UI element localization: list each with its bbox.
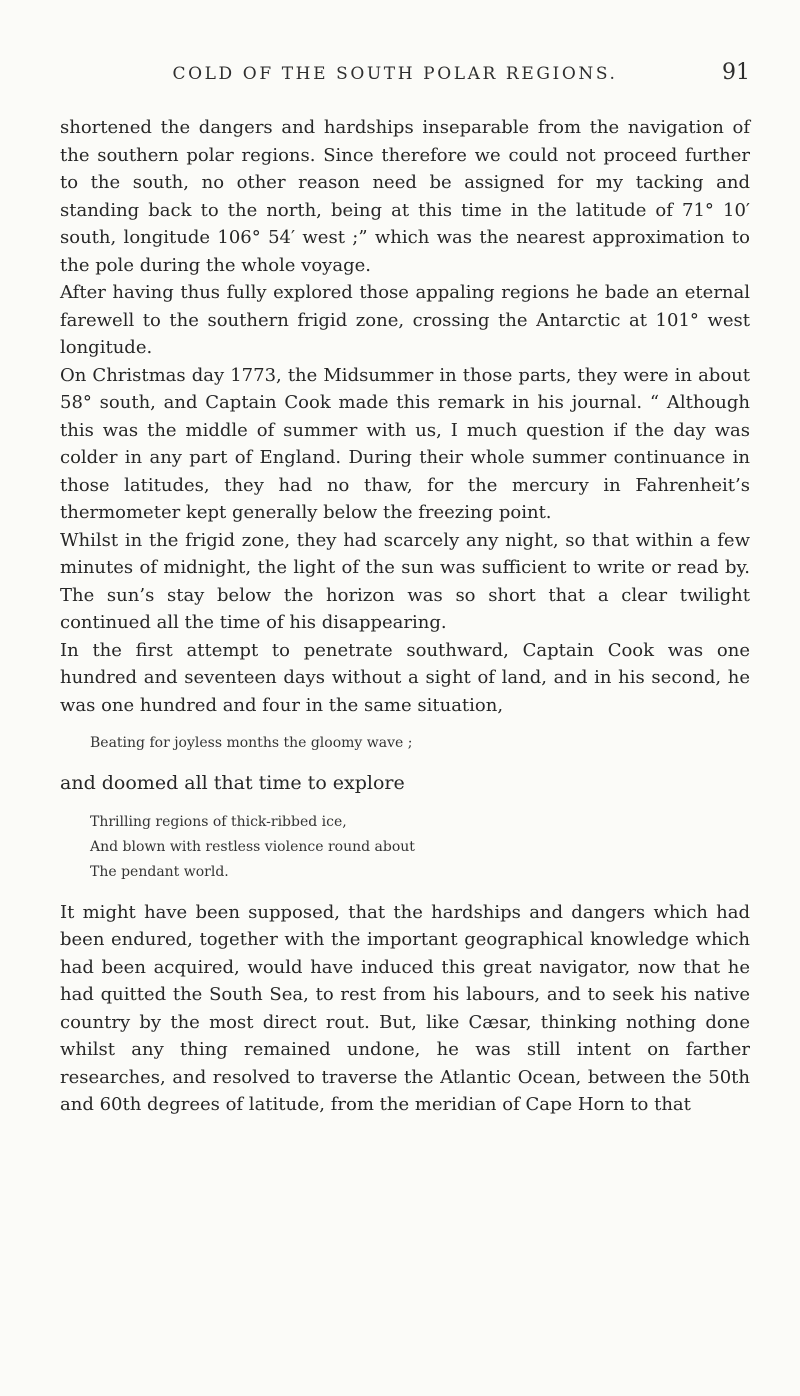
- verse-quote: [90, 810, 750, 885]
- paragraph: After having thus fully explored those appaling regions he bade an eternal farewell to the southern frigid zone, crossing the Antarctic at 101° west longitude.: [60, 282, 750, 358]
- page-number: 91: [722, 60, 750, 85]
- paragraph: shortened the dangers and hardships inseparable from the navigation of the southern polar regions. Since therefore we could not proceed further to the south, no other reason need be assigned for my tacking and standing back to the north, being at this time in the latitude of 71° 10′ south, longitude 106° 54′ west ;” which was the nearest approximation to the pole during the whole voyage.: [60, 117, 750, 276]
- paragraph: It might have been supposed, that the hardships and dangers which had been endured, together with the important geographical knowledge which had been acquired, would have induced this great navigator, now that he had quitted the South Sea, to rest from his labours, and to seek his native country by the most direct rout. But, like Cæsar, thinking nothing done whilst any thing remained undone, he was still intent on farther researches, and resolved to traverse the Atlantic Ocean, between the 50th and 60th degrees of latitude, from the meridian of Cape Horn to that: [60, 901, 750, 1115]
- verse-line: Thrilling regions of thick-ribbed ice,: [90, 813, 347, 830]
- paragraph: Whilst in the frigid zone, they had scarcely any night, so that within a few minutes of midnight, the light of the sun was sufficient to write or read by. The sun’s stay below the horizon was so short that a clear twilight continued all the time of his disappearing.: [60, 529, 750, 633]
- verse-line: The pendant world.: [90, 863, 229, 880]
- paragraph: On Christmas day 1773, the Midsummer in those parts, they were in about 58° south, and Captain Cook made this remark in his journal. “ Although this was the middle of summer with us, I much question if the day was colder in any part of England. During their whole summer continuance in those latitudes, they had no thaw, for the mercury in Fahrenheit’s thermometer kept generally below the freezing point.: [60, 364, 750, 523]
- verse-line: And blown with restless violence round about: [90, 838, 415, 855]
- paragraph: In the first attempt to penetrate southward, Captain Cook was one hundred and seventeen days without a sight of land, and in his second, he was one hundred and four in the same situation,: [60, 639, 750, 716]
- running-title: COLD OF THE SOUTH POLAR REGIONS.: [172, 64, 618, 84]
- running-head: [60, 60, 750, 90]
- verse-line: Beating for joyless months the gloomy wave ;: [90, 735, 413, 751]
- verse-quote: [90, 731, 750, 756]
- body-text: [60, 114, 750, 1119]
- book-page: [60, 60, 750, 1119]
- bridge-line: and doomed all that time to explore: [60, 772, 405, 794]
